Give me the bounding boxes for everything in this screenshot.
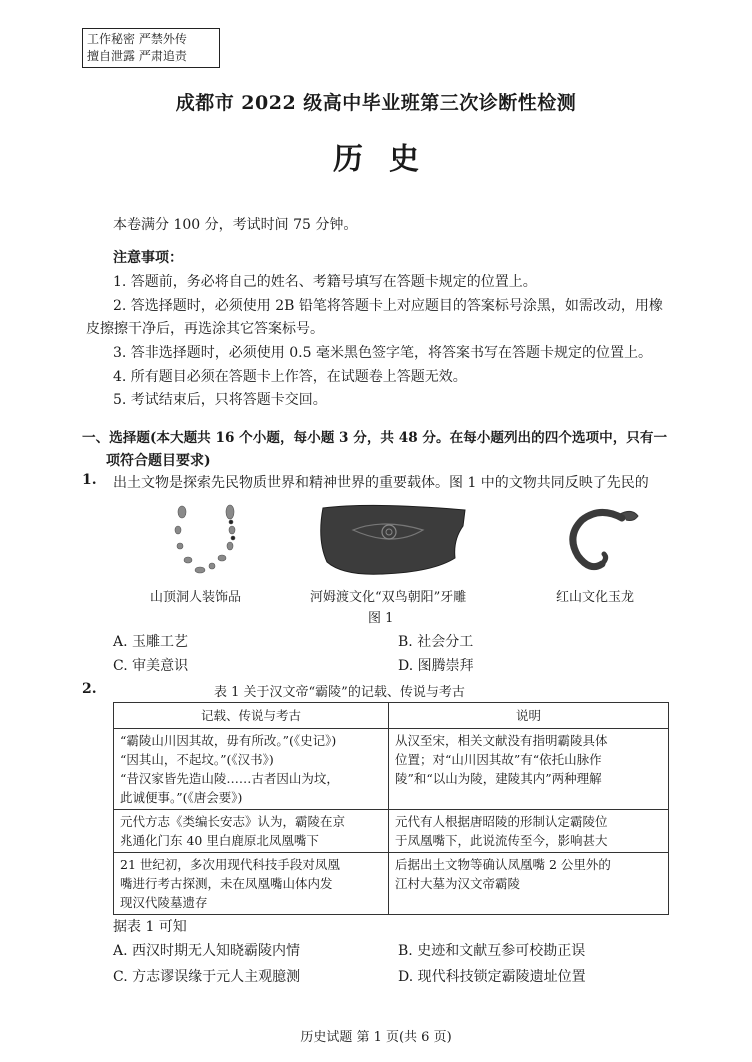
table-cell <box>389 810 669 853</box>
intro-text: 本卷满分 100 分，考试时间 75 分钟。 <box>113 217 358 233</box>
table-row <box>114 729 669 810</box>
option-c: C. 审美意识 <box>113 658 189 674</box>
option-d: D. 图腾崇拜 <box>398 658 474 674</box>
question-stem: 出土文物是探索先民物质世界和精神世界的重要载体。图 1 中的文物共同反映了先民的 <box>113 475 649 491</box>
cell-line: “霸陵山川因其故，毋有所改。”(《史记》) <box>120 733 337 748</box>
cell-line: 嘴进行考古探测，未在凤凰嘴山体内发 <box>120 876 333 891</box>
table-cell <box>389 729 669 810</box>
cell-line: 21 世纪初，多次用现代科技手段对凤凰 <box>120 857 340 872</box>
note-item: 5. 考试结束后，只将答题卡交回。 <box>113 392 327 408</box>
table-header: 记载、传说与考古 <box>114 703 389 729</box>
cell-line: 兆通化门东 40 里白鹿原北凤凰嘴下 <box>120 833 319 848</box>
option-d: D. 现代科技锁定霸陵遗址位置 <box>398 969 586 985</box>
exam-title: 成都市 2022 级高中毕业班第三次诊断性检测 <box>175 92 577 114</box>
note-item: 3. 答非选择题时，必须使用 0.5 毫米黑色签字笔，将答案书写在答题卡规定的位置上。 <box>113 345 652 361</box>
cell-line: 江村大墓为汉文帝霸陵 <box>395 876 521 891</box>
section-heading-cont: 项符合题目要求) <box>106 453 211 469</box>
cell-line: 后据出土文物等确认凤凰嘴 2 公里外的 <box>395 857 611 872</box>
cell-line: 此诚便事。”(《唐会要》) <box>120 790 243 805</box>
question-number: 2. <box>82 681 97 697</box>
cell-line: “因其山，不起坟。”(《汉书》) <box>120 752 274 767</box>
figure-caption: 河姆渡文化“双鸟朝阳”牙雕 <box>310 590 467 605</box>
question-number: 1. <box>82 472 97 488</box>
data-table <box>113 702 669 915</box>
ivory-carving-image <box>313 500 473 582</box>
confidential-line-2: 擅自泄露 严肃追责 <box>87 49 187 63</box>
note-item: 4. 所有题目必须在答题卡上作答，在试题卷上答题无效。 <box>113 369 467 385</box>
page-footer: 历史试题 第 1 页(共 6 页) <box>300 1030 452 1045</box>
section-heading: 一、选择题(本大题共 16 个小题，每小题 3 分，共 48 分。在每小题列出的四个选项中，只有一 <box>82 430 668 446</box>
table-header-row <box>114 703 669 729</box>
option-c: C. 方志谬误缘于元人主观臆测 <box>113 969 301 985</box>
table-cell <box>114 729 389 810</box>
cell-line: 于凤凰嘴下，此说流传至今，影响甚大 <box>395 833 608 848</box>
jade-dragon-image <box>560 500 650 580</box>
cell-line: 从汉至宋，相关文献没有指明霸陵具体 <box>395 733 608 748</box>
option-b: B. 史迹和文献互参可校勘正误 <box>398 943 586 959</box>
cell-line: 陵”和“以山为陵，建陵其内”两种理解 <box>395 771 602 786</box>
note-item: 皮擦擦干净后，再选涂其它答案标号。 <box>86 321 324 337</box>
confidential-line-1: 工作秘密 严禁外传 <box>87 32 187 46</box>
table-header: 说明 <box>389 703 669 729</box>
table-cell <box>389 853 669 915</box>
table-row <box>114 853 669 915</box>
figure-label: 图 1 <box>368 611 394 626</box>
cell-line: 位置；对“山川因其故”有“依托山脉作 <box>395 752 602 767</box>
cell-line: 元代方志《类编长安志》认为，霸陵在京 <box>120 814 346 829</box>
question-lead: 据表 1 可知 <box>113 919 187 935</box>
note-item: 1. 答题前，务必将自己的姓名、考籍号填写在答题卡规定的位置上。 <box>113 274 537 290</box>
option-a: A. 西汉时期无人知晓霸陵内情 <box>113 943 301 959</box>
table-cell <box>114 810 389 853</box>
option-b: B. 社会分工 <box>398 634 474 650</box>
option-a: A. 玉雕工艺 <box>113 634 189 650</box>
cell-line: “昔汉家皆先造山陵……古者因山为坟， <box>120 771 339 786</box>
necklace-image <box>160 500 250 580</box>
table-title: 表 1 关于汉文帝“霸陵”的记载、传说与考古 <box>214 685 465 700</box>
figure-caption: 红山文化玉龙 <box>556 590 635 605</box>
figure-caption: 山顶洞人装饰品 <box>150 590 242 605</box>
notes-heading: 注意事项： <box>113 250 183 266</box>
subject-title: 历史 <box>333 142 445 177</box>
note-item: 2. 答选择题时，必须使用 2B 铅笔将答题卡上对应题目的答案标号涂黑，如需改动，用橡 <box>113 298 663 314</box>
confidential-box <box>82 28 220 68</box>
table-cell <box>114 853 389 915</box>
cell-line: 现汉代陵墓遗存 <box>120 895 208 910</box>
table-row <box>114 810 669 853</box>
cell-line: 元代有人根据唐昭陵的形制认定霸陵位 <box>395 814 608 829</box>
